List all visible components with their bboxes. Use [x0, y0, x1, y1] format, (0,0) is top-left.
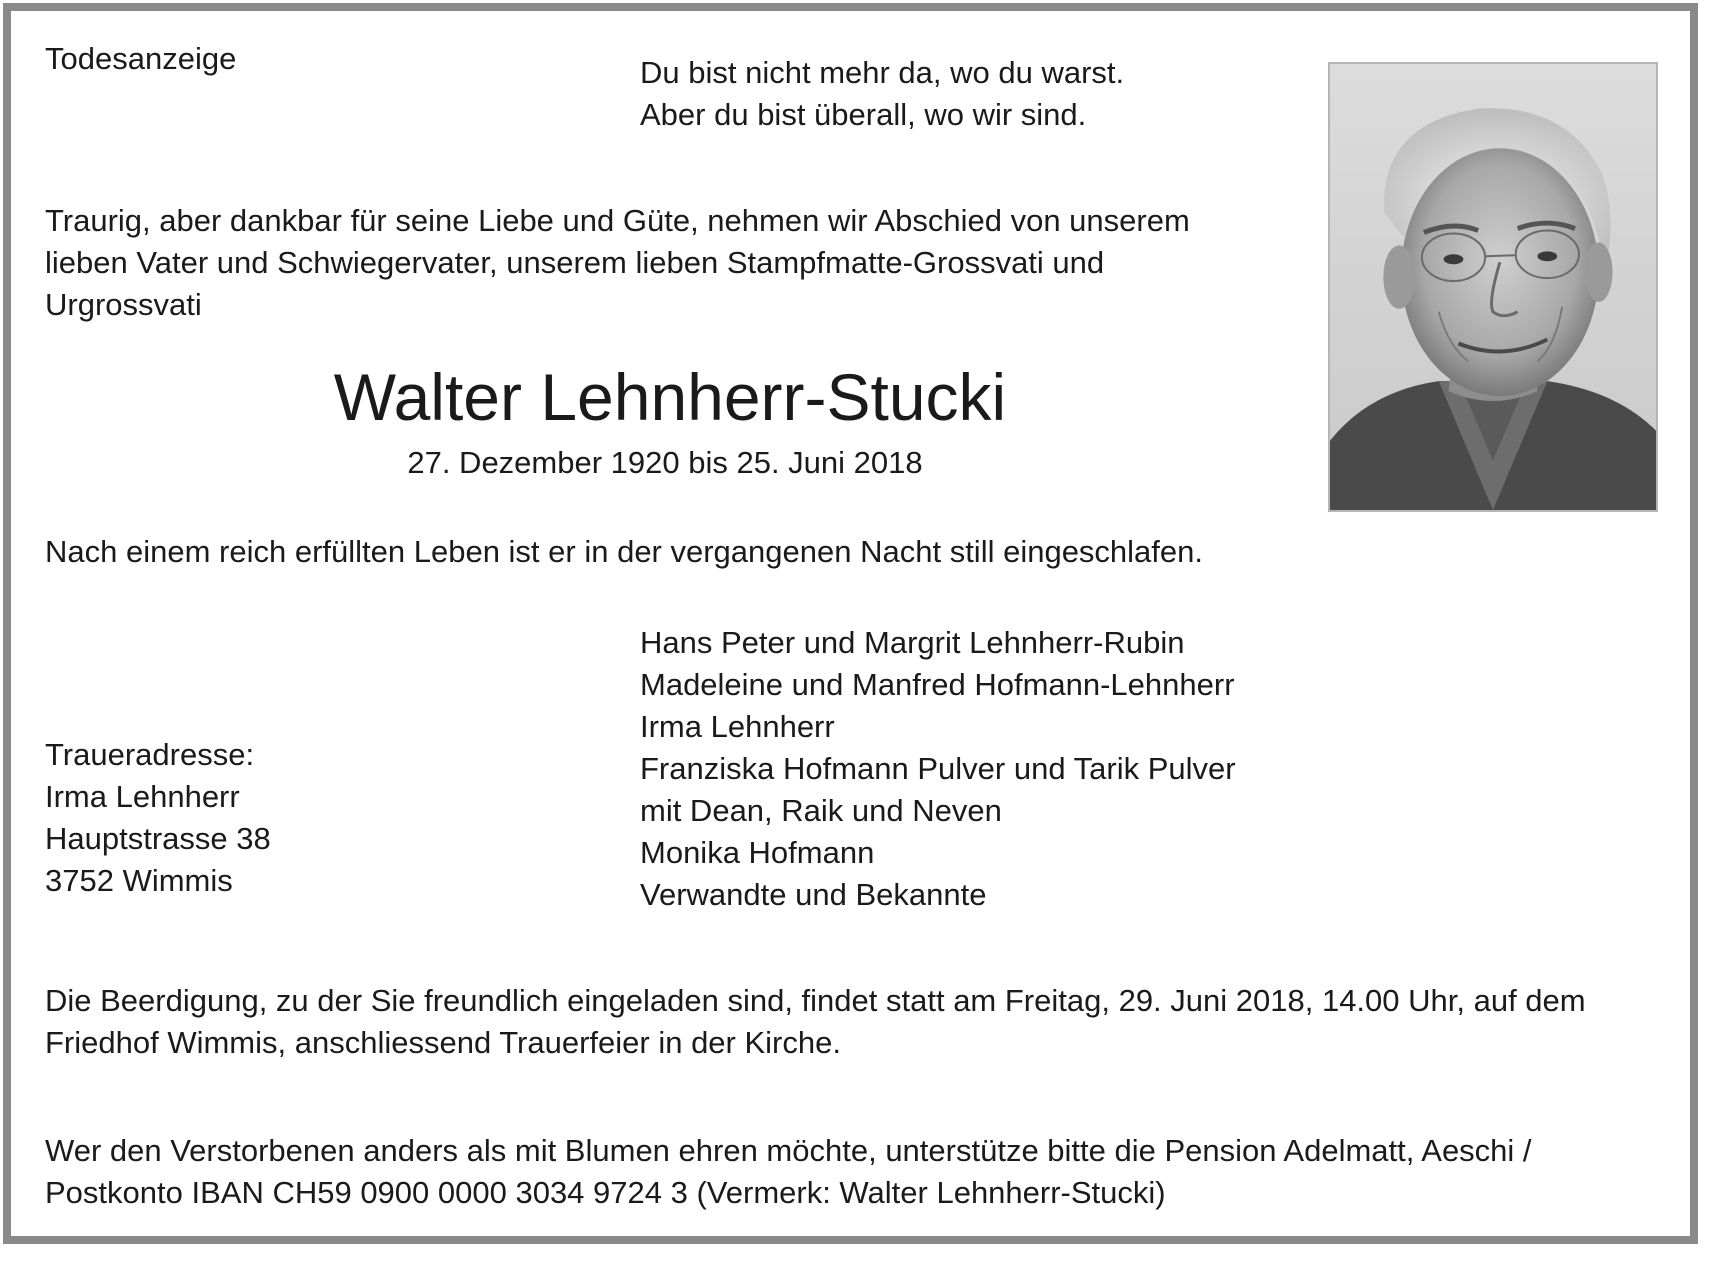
- address-label: Traueradresse:: [45, 737, 255, 772]
- deceased-name: Walter Lehnherr-Stucki: [333, 360, 1007, 434]
- funeral-line-2: Friedhof Wimmis, anschliessend Trauerfeier in der Kirche.: [45, 1025, 841, 1060]
- address-name: Irma Lehnherr: [45, 779, 240, 814]
- passing-text: Nach einem reich erfüllten Leben ist er in der vergangenen Nacht still eingeschlafen.: [45, 534, 1204, 569]
- mourner-item: Verwandte und Bekannte: [640, 877, 987, 912]
- mourner-item: mit Dean, Raik und Neven: [640, 793, 1002, 828]
- intro-line-1: Traurig, aber dankbar für seine Liebe und Güte, nehmen wir Abschied von unserem: [45, 203, 1190, 238]
- motto-line-2: Aber du bist überall, wo wir sind.: [640, 97, 1087, 132]
- motto-quote: [640, 52, 1124, 136]
- address-street: Hauptstrasse 38: [45, 821, 271, 856]
- donation-info: [45, 1130, 1532, 1214]
- portrait-photo: [1328, 62, 1658, 512]
- funeral-line-1: Die Beerdigung, zu der Sie freundlich eingeladen sind, findet statt am Freitag, 29. Juni 2018, 14.00 Uhr, auf dem: [45, 983, 1586, 1018]
- donation-line-2: Postkonto IBAN CH59 0900 0000 3034 9724 3 (Vermerk: Walter Lehnherr-Stucki): [45, 1175, 1166, 1210]
- donation-line-1: Wer den Verstorbenen anders als mit Blumen ehren möchte, unterstütze bitte die Pension Adelmatt, Aeschi /: [45, 1133, 1532, 1168]
- portrait-image: [1330, 64, 1656, 510]
- mourner-item: Irma Lehnherr: [640, 709, 835, 744]
- life-dates: 27. Dezember 1920 bis 25. Juni 2018: [407, 445, 923, 480]
- address-city: 3752 Wimmis: [45, 863, 233, 898]
- mourner-item: Monika Hofmann: [640, 835, 875, 870]
- mourner-item: Madeleine und Manfred Hofmann-Lehnherr: [640, 667, 1235, 702]
- motto-line-1: Du bist nicht mehr da, wo du warst.: [640, 55, 1125, 90]
- mourners-list: [640, 622, 1236, 916]
- mourner-item: Hans Peter und Margrit Lehnherr-Rubin: [640, 625, 1185, 660]
- notice-label: Todesanzeige: [45, 41, 237, 76]
- intro-text: [45, 200, 1190, 326]
- mourning-address: [45, 734, 271, 902]
- mourner-item: Franziska Hofmann Pulver und Tarik Pulver: [640, 751, 1236, 786]
- intro-line-3: Urgrossvati: [45, 287, 202, 322]
- funeral-info: [45, 980, 1586, 1064]
- intro-line-2: lieben Vater und Schwiegervater, unserem lieben Stampfmatte-Grossvati und: [45, 245, 1105, 280]
